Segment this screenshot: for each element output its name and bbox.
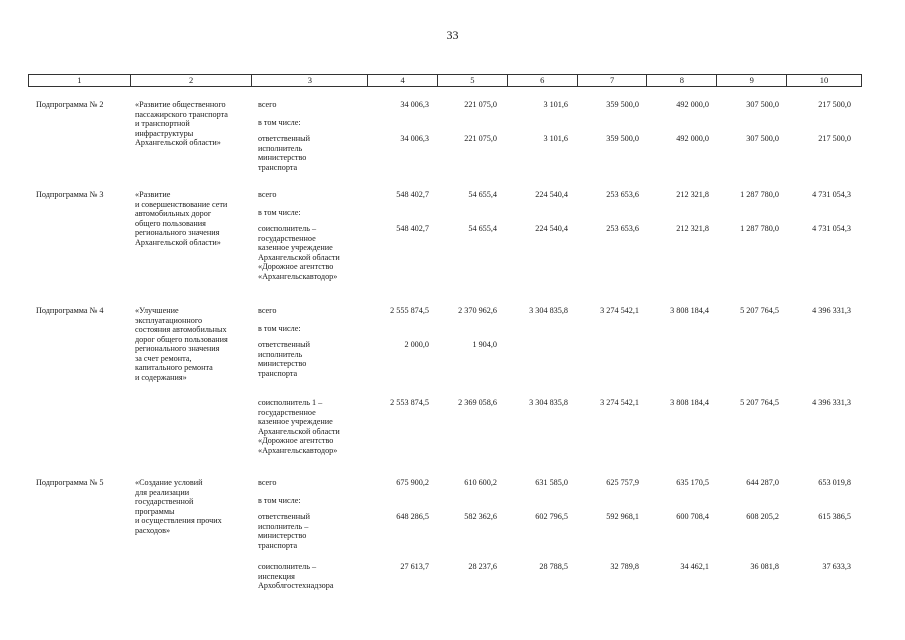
row-label: ответственный исполнитель министерство транспорта [258, 340, 311, 378]
value-cell: 2 553 874,5 [390, 398, 429, 407]
value-cell: 653 019,8 [818, 478, 851, 487]
header-col-8: 8 [647, 75, 717, 86]
subprogram-name: Подпрограмма № 4 [36, 306, 104, 315]
value-cell: 359 500,0 [606, 134, 639, 143]
value-cell: 548 402,7 [396, 224, 429, 233]
value-cell: 631 585,0 [535, 478, 568, 487]
value-cell: 3 304 835,8 [529, 398, 568, 407]
value-cell: 1 287 780,0 [740, 224, 779, 233]
value-cell: 3 808 184,4 [670, 398, 709, 407]
value-cell: 217 500,0 [818, 100, 851, 109]
value-cell: 3 274 542,1 [600, 306, 639, 315]
row-label: всего [258, 100, 277, 109]
value-cell: 224 540,4 [535, 190, 568, 199]
subprogram-title: «Развитие общественного пассажирского транспорта и транспортной инфраструктуры Архангельской области» [135, 100, 228, 147]
subprogram-name: Подпрограмма № 3 [36, 190, 104, 199]
value-cell: 253 653,6 [606, 190, 639, 199]
row-label: соисполнитель 1 – государственное казенное учреждение Архангельской области «Дорожное агентство «Архангельскавтодор» [258, 398, 340, 455]
value-cell: 307 500,0 [746, 134, 779, 143]
subprogram-name: Подпрограмма № 5 [36, 478, 104, 487]
value-cell: 221 075,0 [464, 100, 497, 109]
row-label: всего [258, 190, 277, 199]
header-col-6: 6 [508, 75, 578, 86]
value-cell: 3 101,6 [543, 134, 568, 143]
value-cell: 4 396 331,3 [812, 306, 851, 315]
subprogram-title: «Создание условий для реализации государственной программы и осуществления прочих расходов» [135, 478, 222, 535]
value-cell: 54 655,4 [468, 190, 497, 199]
row-label: в том числе: [258, 118, 301, 127]
value-cell: 212 321,8 [676, 224, 709, 233]
value-cell: 492 000,0 [676, 100, 709, 109]
value-cell: 675 900,2 [396, 478, 429, 487]
value-cell: 32 789,8 [610, 562, 639, 571]
value-cell: 602 796,5 [535, 512, 568, 521]
value-cell: 600 708,4 [676, 512, 709, 521]
value-cell: 4 731 054,3 [812, 190, 851, 199]
value-cell: 1 287 780,0 [740, 190, 779, 199]
row-label: всего [258, 478, 277, 487]
value-cell: 648 286,5 [396, 512, 429, 521]
value-cell: 34 006,3 [400, 134, 429, 143]
row-label: соисполнитель – инспекция Архоблгостехнадзора [258, 562, 334, 590]
header-col-10: 10 [819, 75, 829, 85]
value-cell: 34 006,3 [400, 100, 429, 109]
value-cell: 2 000,0 [404, 340, 429, 349]
row-label: в том числе: [258, 496, 301, 505]
row-label: в том числе: [258, 324, 301, 333]
value-cell: 3 274 542,1 [600, 398, 639, 407]
value-cell: 224 540,4 [535, 224, 568, 233]
value-cell: 253 653,6 [606, 224, 639, 233]
value-cell: 36 081,8 [750, 562, 779, 571]
value-cell: 610 600,2 [464, 478, 497, 487]
row-label: соисполнитель – государственное казенное учреждение Архангельской области «Дорожное агентство «Архангельскавтодор» [258, 224, 340, 281]
value-cell: 635 170,5 [676, 478, 709, 487]
value-cell: 27 613,7 [400, 562, 429, 571]
value-cell: 592 968,1 [606, 512, 639, 521]
page-number: 33 [446, 28, 459, 42]
value-cell: 625 757,9 [606, 478, 639, 487]
value-cell: 307 500,0 [746, 100, 779, 109]
value-cell: 608 205,2 [746, 512, 779, 521]
value-cell: 3 304 835,8 [529, 306, 568, 315]
value-cell: 2 369 058,6 [458, 398, 497, 407]
value-cell: 34 462,1 [680, 562, 709, 571]
subprogram-title: «Развитие и совершенствование сети автомобильных дорог общего пользования регионального значения Архангельской области» [135, 190, 228, 247]
value-cell: 3 808 184,4 [670, 306, 709, 315]
value-cell: 4 396 331,3 [812, 398, 851, 407]
value-cell: 2 555 874,5 [390, 306, 429, 315]
value-cell: 221 075,0 [464, 134, 497, 143]
value-cell: 217 500,0 [818, 134, 851, 143]
value-cell: 2 370 962,6 [458, 306, 497, 315]
header-col-1: 1 [29, 75, 131, 86]
value-cell: 37 633,3 [822, 562, 851, 571]
value-cell: 28 788,5 [539, 562, 568, 571]
value-cell: 492 000,0 [676, 134, 709, 143]
row-label: в том числе: [258, 208, 301, 217]
value-cell: 1 904,0 [472, 340, 497, 349]
value-cell: 582 362,6 [464, 512, 497, 521]
value-cell: 5 207 764,5 [740, 398, 779, 407]
subprogram-title: «Улучшение эксплуатационного состояния автомобильных дорог общего пользования регионального значения за счет ремонта, капитального ремонта и содержания» [135, 306, 228, 382]
value-cell: 5 207 764,5 [740, 306, 779, 315]
header-col-5: 5 [438, 75, 508, 86]
value-cell: 212 321,8 [676, 190, 709, 199]
header-col-9: 9 [717, 75, 787, 86]
header-col-7: 7 [578, 75, 648, 86]
row-label: ответственный исполнитель – министерство транспорта [258, 512, 311, 550]
header-col-3: 3 [252, 75, 368, 86]
value-cell: 359 500,0 [606, 100, 639, 109]
table-header-row [28, 74, 862, 87]
value-cell: 28 237,6 [468, 562, 497, 571]
value-cell: 644 287,0 [746, 478, 779, 487]
row-label: всего [258, 306, 277, 315]
row-label: ответственный исполнитель министерство транспорта [258, 134, 311, 172]
header-col-2: 2 [131, 75, 253, 86]
value-cell: 615 386,5 [818, 512, 851, 521]
subprogram-name: Подпрограмма № 2 [36, 100, 104, 109]
header-col-4: 4 [368, 75, 438, 86]
value-cell: 3 101,6 [543, 100, 568, 109]
value-cell: 548 402,7 [396, 190, 429, 199]
value-cell: 4 731 054,3 [812, 224, 851, 233]
value-cell: 54 655,4 [468, 224, 497, 233]
